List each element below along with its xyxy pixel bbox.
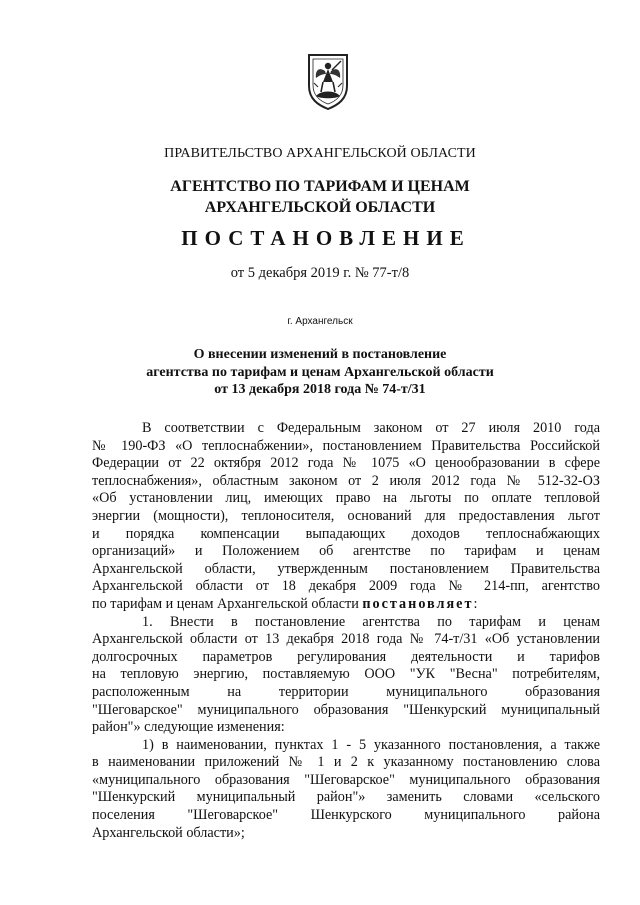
body-line: 1. Внести в постановление агентства по тарифам и ценам	[142, 613, 600, 630]
subject-line-2: агентства по тарифам и ценам Архангельской области	[146, 364, 494, 380]
body-line: район"» следующие изменения:	[92, 719, 285, 736]
subject-line-3: от 13 декабря 2018 года № 74-т/31	[214, 382, 426, 397]
body-line: поселения "Шеговарское" Шенкурского муниципального района	[92, 807, 600, 824]
body-line-with-keyword	[92, 596, 600, 614]
agency-name-line-2: АРХАНГЕЛЬСКОЙ ОБЛАСТИ	[204, 199, 436, 216]
body-line: № 190-ФЗ «О теплоснабжении», постановлением Правительства Российской	[92, 437, 600, 454]
body-line: «муниципального образования "Шеговарское" муниципального образования	[92, 771, 600, 788]
body-line: 1) в наименовании, пунктах 1 - 5 указанного постановления, а также	[142, 736, 600, 753]
body-line: Архангельской области от 13 декабря 2018 года № 74-т/31 «Об установлении	[92, 631, 600, 648]
body-line: долгосрочных параметров регулирования деятельности и тарифов	[92, 648, 600, 665]
document-type-title: ПОСТАНОВЛЕНИЕ	[181, 226, 471, 250]
body-line: Федерации от 22 октября 2012 года № 1075 «О ценообразовании в сфере	[92, 455, 600, 472]
body-line: на тепловую энергию, поставляемую ООО "УК "Весна" потребителям,	[92, 666, 600, 683]
body-line-colon: :	[473, 595, 478, 612]
body-line: теплоснабжения», областным законом от 2 июля 2012 года № 512-32-ОЗ	[92, 472, 600, 489]
agency-name	[0, 176, 640, 218]
body-line: Архангельской области»;	[92, 824, 245, 841]
resolves-keyword: постановляет	[362, 595, 474, 612]
body-line: и порядка компенсации выпадающих доходов теплоснабжающих	[92, 525, 600, 542]
government-name: ПРАВИТЕЛЬСТВО АРХАНГЕЛЬСКОЙ ОБЛАСТИ	[164, 146, 476, 161]
body-line: Архангельской области, утвержденным постановлением Правительства	[92, 560, 600, 577]
body-line-text: по тарифам и ценам Архангельской области	[92, 595, 359, 612]
body-line: расположенным на территории муниципального образования	[92, 683, 600, 700]
body-line: энергии (мощности), теплоносителя, оснований для предоставления льгот	[92, 507, 600, 524]
document-subject	[0, 346, 640, 399]
body-line: «Об установлении лиц, имеющих право на льготы по оплате тепловой	[92, 490, 600, 507]
document-city: г. Архангельск	[287, 316, 353, 327]
body-line: "Шеговарское" муниципального образования "Шенкурский муниципальный	[92, 701, 600, 718]
body-line: В соответствии с Федеральным законом от 27 июля 2010 года	[142, 420, 600, 436]
coat-of-arms-icon	[305, 52, 351, 110]
body-line: в наименовании приложений № 1 и 2 к указанному постановлению слова	[92, 754, 600, 771]
body-line: "Шенкурский муниципальный район"» заменить словами «сельского	[92, 789, 600, 806]
subject-line-1: О внесении изменений в постановление	[193, 347, 447, 362]
body-line: Архангельской области от 18 декабря 2009 года № 214-пп, агентство	[92, 578, 600, 595]
body-line: организаций» и Положением об агентстве по тарифам и ценам	[92, 543, 600, 560]
document-body	[92, 420, 600, 842]
document-date-number: от 5 декабря 2019 г. № 77-т/8	[230, 265, 410, 281]
agency-name-line-1: АГЕНТСТВО ПО ТАРИФАМ И ЦЕНАМ	[170, 178, 470, 195]
